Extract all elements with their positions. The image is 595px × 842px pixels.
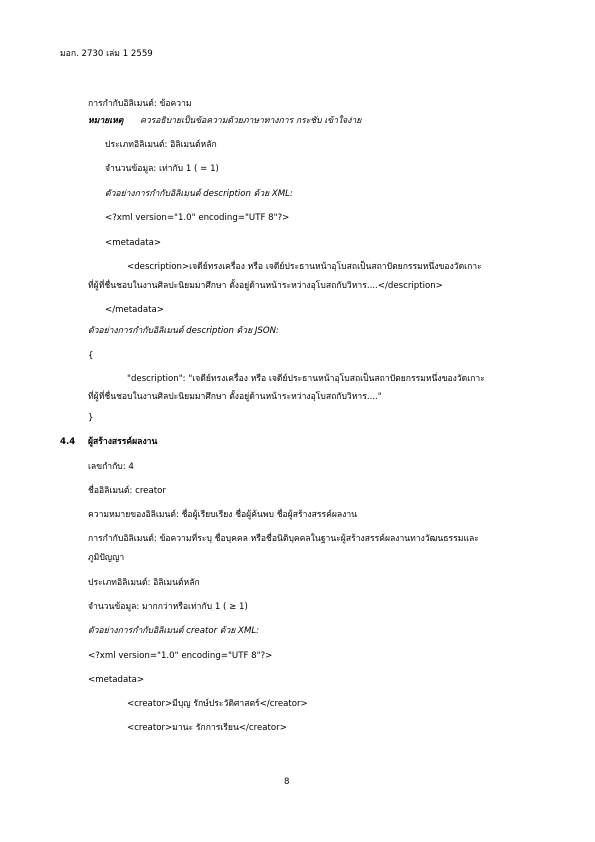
reference-number-line: เลขกำกับ: 4 bbox=[88, 462, 134, 472]
creator-xml-declaration: <?xml version="1.0" encoding="UTF 8"?> bbox=[88, 651, 273, 661]
xml-declaration: <?xml version="1.0" encoding="UTF 8"?> bbox=[105, 213, 290, 223]
rule-label: การกำกับอิลิเมนต์: bbox=[88, 99, 157, 109]
json-description-line-2: ที่ผู้ที่ชื่นชอบในงานศิลปะนิยมมาศึกษา ตั้งอยู่ด้านหน้าระหว่างอุโบสถกับวิหาร...." bbox=[88, 392, 382, 402]
section-title: ผู้สร้างสรรค์ผลงาน bbox=[88, 437, 158, 447]
section-number: 4.4 bbox=[60, 437, 76, 447]
element-type-line-2: ประเภทอิลิเมนต์: อิลิเมนต์หลัก bbox=[88, 578, 200, 588]
xml-example-caption: ตัวอย่างการกำกับอิลิเมนต์ description ด้วย XML: bbox=[105, 189, 293, 199]
rule-value: ข้อความ bbox=[159, 99, 192, 109]
json-example-caption: ตัวอย่างการกำกับอิลิเมนต์ description ด้วย JSON: bbox=[88, 326, 279, 336]
element-rule-line-1: การกำกับอิลิเมนต์: ข้อความที่ระบุ ชื่อบุคคล หรือชื่อนิติบุคคลในฐานะผู้สร้างสรรค์ผลงานทางวัฒนธรรมและ bbox=[88, 534, 479, 544]
note-text: ควรอธิบายเป็นข้อความด้วยภาษาทางการ กระชับ เข้าใจง่าย bbox=[140, 116, 362, 126]
note-label: หมายเหตุ bbox=[88, 116, 124, 126]
element-type-line: ประเภทอิลิเมนต์: อิลิเมนต์หลัก bbox=[105, 140, 217, 150]
metadata-close-tag: </metadata> bbox=[105, 305, 164, 315]
note-line bbox=[88, 115, 361, 127]
element-rule-line-2: ภูมิปัญญา bbox=[88, 553, 125, 563]
header-standard-ref: มอก. 2730 เล่ม 1 2559 bbox=[60, 49, 153, 59]
metadata-open-tag: <metadata> bbox=[105, 238, 162, 248]
rule-line bbox=[88, 98, 192, 110]
creator-xml-example-caption: ตัวอย่างการกำกับอิลิเมนต์ creator ด้วย XML: bbox=[88, 626, 260, 636]
xml-description-line-2: ที่ผู้ที่ชื่นชอบในงานศิลปะนิยมมาศึกษา ตั้งอยู่ด้านหน้าระหว่างอุโบสถกับวิหาร....</description> bbox=[88, 281, 443, 291]
xml-description-line-1: <description>เจดีย์ทรงเครื่อง หรือ เจดีย์ประธานหน้าอุโบสถเป็นสถาปัตยกรรมหนึ่งของวัดเกาะ bbox=[127, 262, 482, 272]
creator-entry-1: <creator>มีบุญ รักษ์ประวัติศาสตร์</creator> bbox=[127, 699, 308, 709]
data-count-line: จำนวนข้อมูล: เท่ากับ 1 ( = 1) bbox=[105, 164, 219, 174]
creator-metadata-open-tag: <metadata> bbox=[88, 675, 145, 685]
element-name-line: ชื่ออิลิเมนต์: creator bbox=[88, 486, 166, 496]
creator-entry-2: <creator>มานะ รักการเรียน</creator> bbox=[127, 723, 287, 733]
json-close-brace: } bbox=[88, 413, 94, 423]
json-description-line-1: "description": "เจดีย์ทรงเครื่อง หรือ เจดีย์ประธานหน้าอุโบสถเป็นสถาปัตยกรรมหนึ่งของวัดเกาะ bbox=[127, 374, 485, 384]
json-open-brace: { bbox=[88, 351, 94, 361]
page-number: 8 bbox=[284, 777, 290, 787]
element-meaning-line: ความหมายของอิลิเมนต์: ชื่อผู้เรียบเรียง ชื่อผู้ค้นพบ ชื่อผู้สร้างสรรค์ผลงาน bbox=[88, 510, 358, 520]
data-count-line-2: จำนวนข้อมูล: มากกว่าหรือเท่ากับ 1 ( ≥ 1) bbox=[88, 602, 248, 612]
